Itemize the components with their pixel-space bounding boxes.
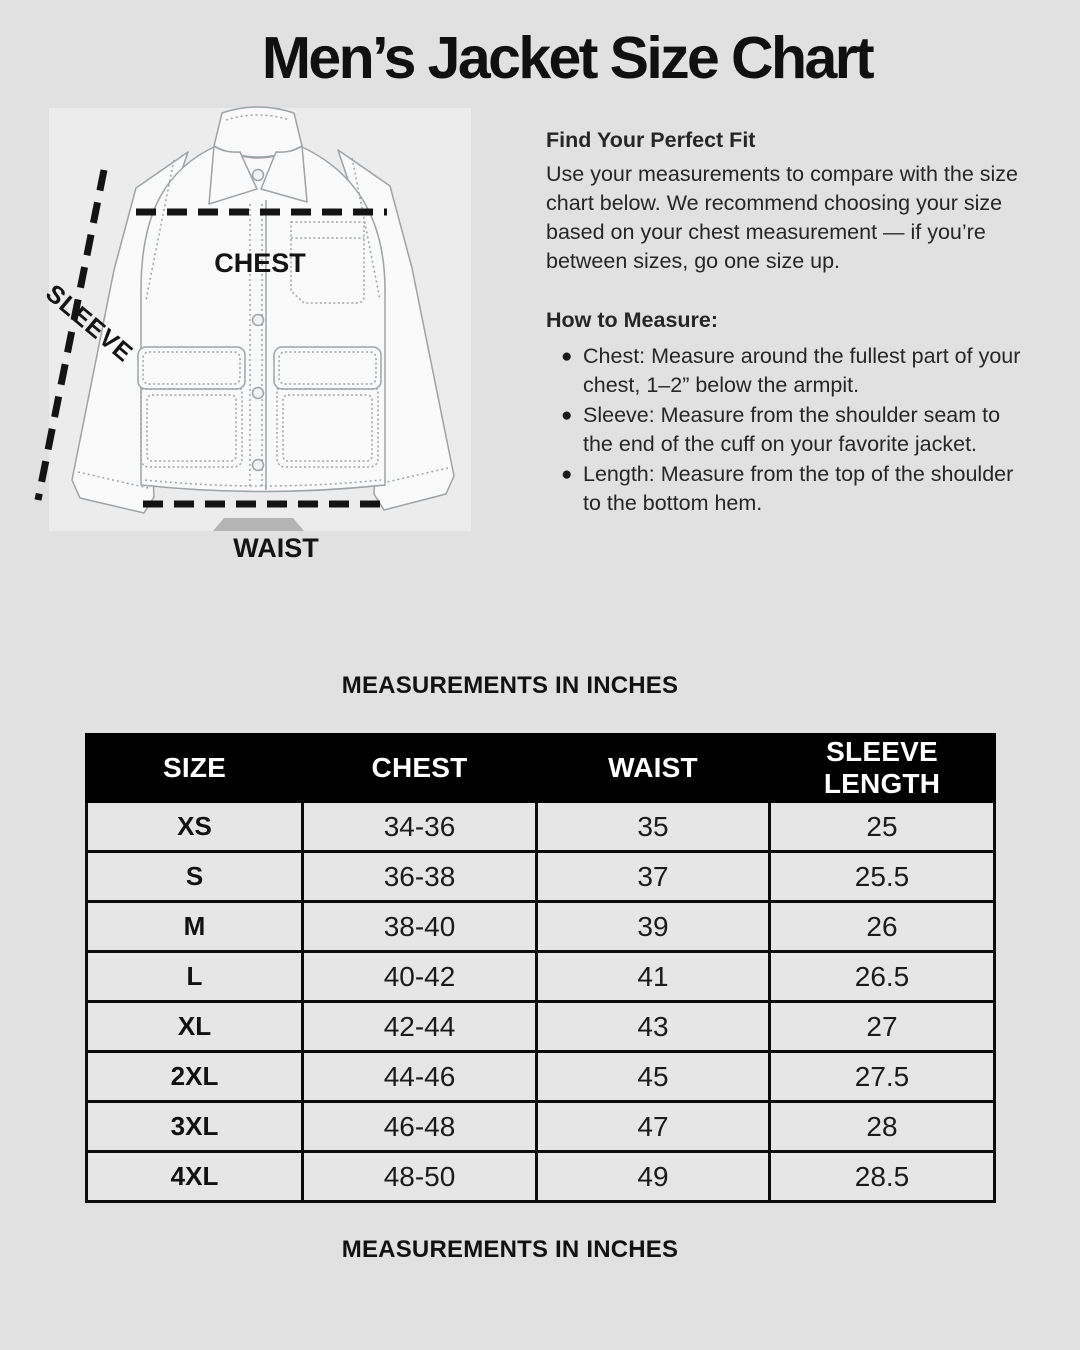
chest-label: CHEST	[214, 248, 306, 278]
hem-shadow	[213, 518, 304, 531]
bullet-icon: ●	[561, 405, 573, 426]
cell-sleeve: 27	[770, 1002, 995, 1052]
table-row	[87, 1102, 995, 1152]
jacket-diagram	[28, 100, 478, 570]
how-to-measure-heading: How to Measure:	[546, 308, 719, 332]
bullet-text: Chest: Measure around the fullest part of your chest, 1–2” below the armpit.	[583, 344, 1021, 397]
cell-waist: 39	[537, 902, 770, 952]
header-sleeve-length: SLEEVE LENGTH	[770, 735, 995, 802]
cell-waist: 41	[537, 952, 770, 1002]
fit-body-text: Use your measurements to compare with the size chart below. We recommend choosing your size based on your chest measurement — if you’re between sizes, go one size up.	[546, 162, 1019, 273]
cell-chest: 38-40	[303, 902, 537, 952]
sleeve-label: SLEEVE	[40, 279, 139, 368]
cell-sleeve: 28	[770, 1102, 995, 1152]
cell-chest: 42-44	[303, 1002, 537, 1052]
cell-size: M	[87, 902, 303, 952]
cell-waist: 37	[537, 852, 770, 902]
cell-size: 4XL	[87, 1152, 303, 1202]
bullet-icon: ●	[561, 464, 573, 485]
cell-size: XS	[87, 802, 303, 852]
cell-size: L	[87, 952, 303, 1002]
bullet-icon: ●	[561, 346, 573, 367]
cell-waist: 49	[537, 1152, 770, 1202]
table-header-row	[87, 735, 995, 802]
cell-waist: 47	[537, 1102, 770, 1152]
bullet-item	[546, 342, 1026, 400]
cell-chest: 36-38	[303, 852, 537, 902]
table-row	[87, 952, 995, 1002]
cell-sleeve: 25	[770, 802, 995, 852]
bullet-text: Length: Measure from the top of the shoulder to the bottom hem.	[583, 462, 1014, 515]
page-title: Men’s Jacket Size Chart	[261, 25, 873, 91]
cell-sleeve: 26.5	[770, 952, 995, 1002]
cell-sleeve: 25.5	[770, 852, 995, 902]
header-chest: CHEST	[303, 735, 537, 802]
table-row	[87, 852, 995, 902]
table-row	[87, 902, 995, 952]
header-waist: WAIST	[537, 735, 770, 802]
fit-heading: Find Your Perfect Fit	[546, 128, 756, 152]
how-to-measure-list	[546, 342, 1026, 518]
cell-chest: 48-50	[303, 1152, 537, 1202]
cell-size: 3XL	[87, 1102, 303, 1152]
waist-label: WAIST	[233, 533, 319, 563]
fit-info-column	[546, 126, 1026, 519]
header-size: SIZE	[87, 735, 303, 802]
cell-chest: 34-36	[303, 802, 537, 852]
cell-chest: 40-42	[303, 952, 537, 1002]
cell-waist: 45	[537, 1052, 770, 1102]
cell-size: S	[87, 852, 303, 902]
size-chart-table	[85, 733, 996, 1203]
cell-sleeve: 26	[770, 902, 995, 952]
measurements-caption-top: MEASUREMENTS IN INCHES	[341, 672, 679, 699]
table-row	[87, 1152, 995, 1202]
bullet-item	[546, 401, 1026, 459]
cell-size: XL	[87, 1002, 303, 1052]
table-row	[87, 1002, 995, 1052]
cell-sleeve: 28.5	[770, 1152, 995, 1202]
jacket-illustration	[28, 100, 478, 570]
bullet-item	[546, 460, 1026, 518]
cell-size: 2XL	[87, 1052, 303, 1102]
cell-chest: 46-48	[303, 1102, 537, 1152]
cell-waist: 35	[537, 802, 770, 852]
measurements-caption-bottom: MEASUREMENTS IN INCHES	[341, 1236, 679, 1263]
cell-chest: 44-46	[303, 1052, 537, 1102]
cell-waist: 43	[537, 1002, 770, 1052]
cell-sleeve: 27.5	[770, 1052, 995, 1102]
bullet-text: Sleeve: Measure from the shoulder seam to the end of the cuff on your favorite jacket.	[583, 403, 1001, 456]
table-row	[87, 802, 995, 852]
table-row	[87, 1052, 995, 1102]
